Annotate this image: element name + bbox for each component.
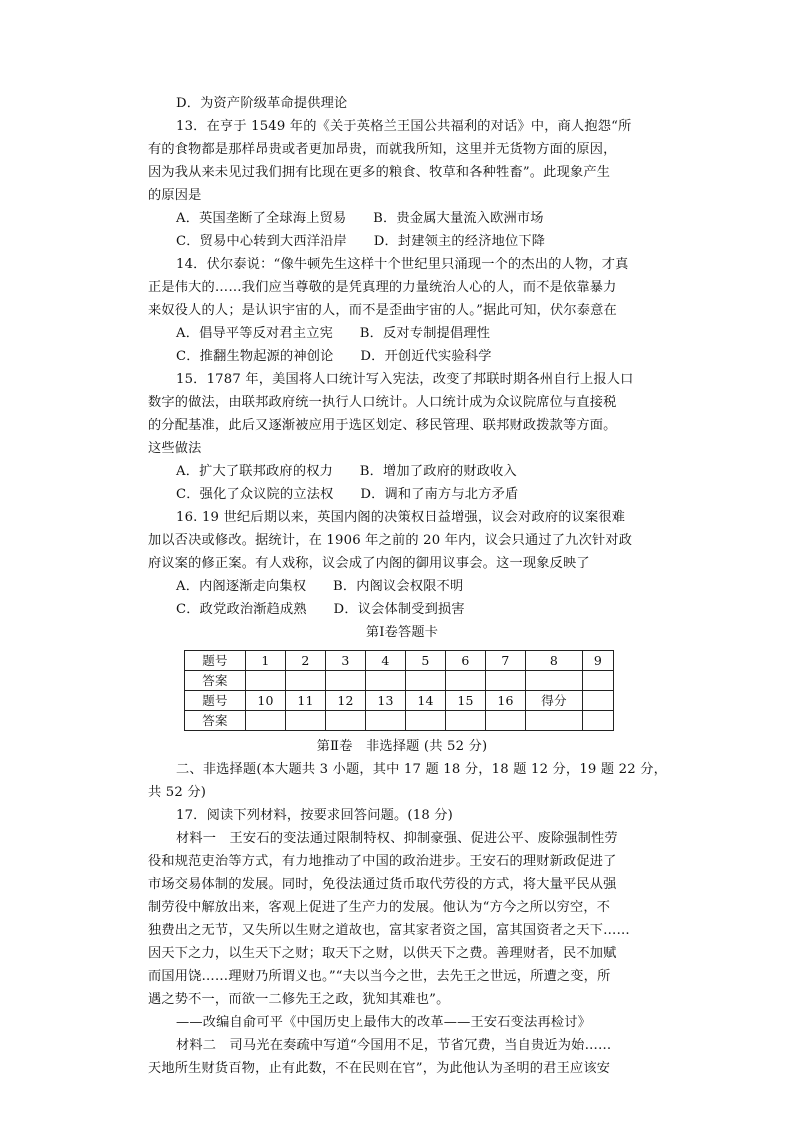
answer-cell[interactable] (246, 711, 286, 731)
q16-stem-line: 加以否决或修改。据统计，在 1906 年之前的 20 年内，议会只通过了九次针对政 (148, 533, 633, 548)
answer-cell[interactable] (406, 711, 446, 731)
question-13 (148, 115, 656, 253)
q15-stem-line: 这些做法 (148, 441, 202, 456)
table-cell: 7 (486, 651, 526, 671)
q14-options-cd: C．推翻生物起源的神创论 D．开创近代实验科学 (176, 349, 492, 364)
answer-cell[interactable] (406, 671, 446, 691)
material-2-line: 天地所生财货百物，止有此数，不在民则在官”，为此他认为圣明的君王应该安 (148, 1061, 611, 1076)
answer-cell[interactable] (286, 711, 326, 731)
table-cell: 16 (486, 691, 526, 711)
q16-options-cd: C．政党政治渐趋成熟 D．议会体制受到损害 (176, 602, 465, 617)
material-1-line: 制劳役中解放出来，客观上促进了生产力的发展。他认为“方今之所以穷空，不 (148, 900, 611, 915)
table-cell: 4 (366, 651, 406, 671)
material-1-line: 市场交易体制的发展。同时，免役法通过货币取代劳役的方式，将大量平民从强 (148, 877, 617, 892)
material-1-source: ——改编自俞可平《中国历史上最伟大的改革——王安石变法再检讨》 (176, 1015, 592, 1030)
material-1-line: 役和规范吏治等方式，有力地推动了中国的政治进步。王安石的理财新政促进了 (148, 854, 617, 869)
material-1-line: 因天下之力，以生天下之财；取天下之财，以供天下之费。善理财者，民不加赋 (148, 946, 617, 961)
answer-cell[interactable] (366, 711, 406, 731)
q13-stem-line: 有的食物都是那样昂贵或者更加昂贵，而就我所知，这里并无货物方面的原因， (148, 142, 617, 157)
table-cell: 答案 (185, 671, 246, 691)
score-label-cell: 得分 (526, 691, 583, 711)
table-cell: 10 (246, 691, 286, 711)
answer-cell[interactable] (486, 671, 526, 691)
q15-options-cd: C．强化了众议院的立法权 D．调和了南方与北方矛盾 (176, 487, 519, 502)
score-cell[interactable] (583, 691, 614, 711)
q13-stem-line: 13．在亨于 1549 年的《关于英格兰王国公共福利的对话》中，商人抱怨“所 (176, 119, 632, 134)
q13-options-ab: A．英国垄断了全球海上贸易 B．贵金属大量流入欧洲市场 (176, 211, 544, 226)
q15-options-ab: A．扩大了联邦政府的权力 B．增加了政府的财政收入 (176, 464, 517, 479)
answer-card-title: 第Ⅰ卷答题卡 (365, 625, 439, 640)
table-cell: 答案 (185, 711, 246, 731)
q16-stem-line: 府议案的修正案。有人戏称，议会成了内阁的御用议事会。这一现象反映了 (148, 556, 590, 571)
section-2-title: 第Ⅱ卷 非选择题 (共 52 分) (316, 739, 488, 754)
material-1-line: 而国用饶……理财乃所谓义也。”“夫以当今之世，去先王之世远，所遭之变，所 (148, 969, 611, 984)
table-cell: 3 (326, 651, 366, 671)
question-15 (148, 368, 656, 506)
table-row (185, 691, 614, 711)
q13-stem-line: 的原因是 (148, 188, 202, 203)
q15-stem-line: 数字的做法，由联邦政府统一执行人口统计。人口统计成为众议院席位与直接税 (148, 395, 617, 410)
table-cell: 9 (583, 651, 614, 671)
q14-stem-line: 来奴役人的人；是认识宇宙的人，而不是歪曲宇宙的人。”据此可知，伏尔泰意在 (148, 303, 617, 318)
material-2-line: 材料二 司马光在奏疏中写道“今国用不足，节省冗费，当自贵近为始…… (176, 1038, 612, 1053)
q17-stem: 17．阅读下列材料，按要求回答问题。(18 分) (176, 808, 454, 823)
section-2-instructions: 共 52 分) (148, 785, 207, 800)
answer-cell[interactable] (246, 671, 286, 691)
q12-option-d: D．为资产阶级革命提供理论 (176, 96, 348, 111)
section-2-instructions: 二、非选择题(本大题共 3 小题，其中 17 题 18 分，18 题 12 分，19 题 22 分， (176, 762, 668, 777)
question-14 (148, 253, 656, 368)
q16-options-ab: A．内阁逐渐走向集权 B．内阁议会权限不明 (176, 579, 464, 594)
q13-stem-line: 因为我从来未见过我们拥有比现在更多的粮食、牧草和各种牲畜”。此现象产生 (148, 165, 611, 180)
exam-page (148, 92, 668, 1080)
table-cell: 13 (366, 691, 406, 711)
answer-card-table (184, 650, 614, 731)
answer-cell[interactable] (526, 711, 583, 731)
table-cell: 6 (446, 651, 486, 671)
table-cell: 2 (286, 651, 326, 671)
table-cell: 11 (286, 691, 326, 711)
table-cell: 题号 (185, 651, 246, 671)
material-1-line: 独费出之无节，又失所以生财之道故也，富其家者资之国，富其国资者之天下…… (148, 923, 630, 938)
answer-cell[interactable] (366, 671, 406, 691)
answer-cell[interactable] (286, 671, 326, 691)
table-cell: 14 (406, 691, 446, 711)
table-cell: 题号 (185, 691, 246, 711)
table-row (185, 651, 614, 671)
answer-cell[interactable] (326, 671, 366, 691)
q14-options-ab: A．倡导平等反对君主立宪 B．反对专制提倡理性 (176, 326, 491, 341)
answer-cell[interactable] (326, 711, 366, 731)
table-row (185, 711, 614, 731)
table-cell: 12 (326, 691, 366, 711)
table-row (185, 671, 614, 691)
material-1-line: 遇之势不一，而欲一二修先王之政，犹知其难也”。 (148, 992, 450, 1007)
q14-stem-line: 正是伟大的……我们应当尊敬的是凭真理的力量统治人心的人，而不是依靠暴力 (148, 280, 617, 295)
q14-stem-line: 14．伏尔泰说：“像牛顿先生这样十个世纪里只涌现一个的杰出的人物，才真 (176, 257, 629, 272)
q13-options-cd: C．贸易中心转到大西洋沿岸 D．封建领主的经济地位下降 (176, 234, 546, 249)
question-16 (148, 506, 656, 621)
q15-stem-line: 的分配基准，此后又逐渐被应用于选区划定、移民管理、联邦财政拨款等方面。 (148, 418, 617, 433)
answer-cell[interactable] (583, 671, 614, 691)
answer-cell[interactable] (446, 671, 486, 691)
answer-cell[interactable] (446, 711, 486, 731)
table-cell: 8 (526, 651, 583, 671)
table-cell: 1 (246, 651, 286, 671)
material-1-line: 材料一 王安石的变法通过限制特权、抑制豪强、促进公平、废除强制性劳 (176, 831, 618, 846)
table-cell: 15 (446, 691, 486, 711)
q16-stem-line: 16. 19 世纪后期以来，英国内阁的决策权日益增强，议会对政府的议案很难 (176, 510, 626, 525)
answer-cell[interactable] (526, 671, 583, 691)
answer-cell[interactable] (583, 711, 614, 731)
question-17 (148, 804, 656, 1080)
answer-cell[interactable] (486, 711, 526, 731)
q15-stem-line: 15．1787 年，美国将人口统计写入宪法，改变了邦联时期各州自行上报人口 (176, 372, 634, 387)
table-cell: 5 (406, 651, 446, 671)
